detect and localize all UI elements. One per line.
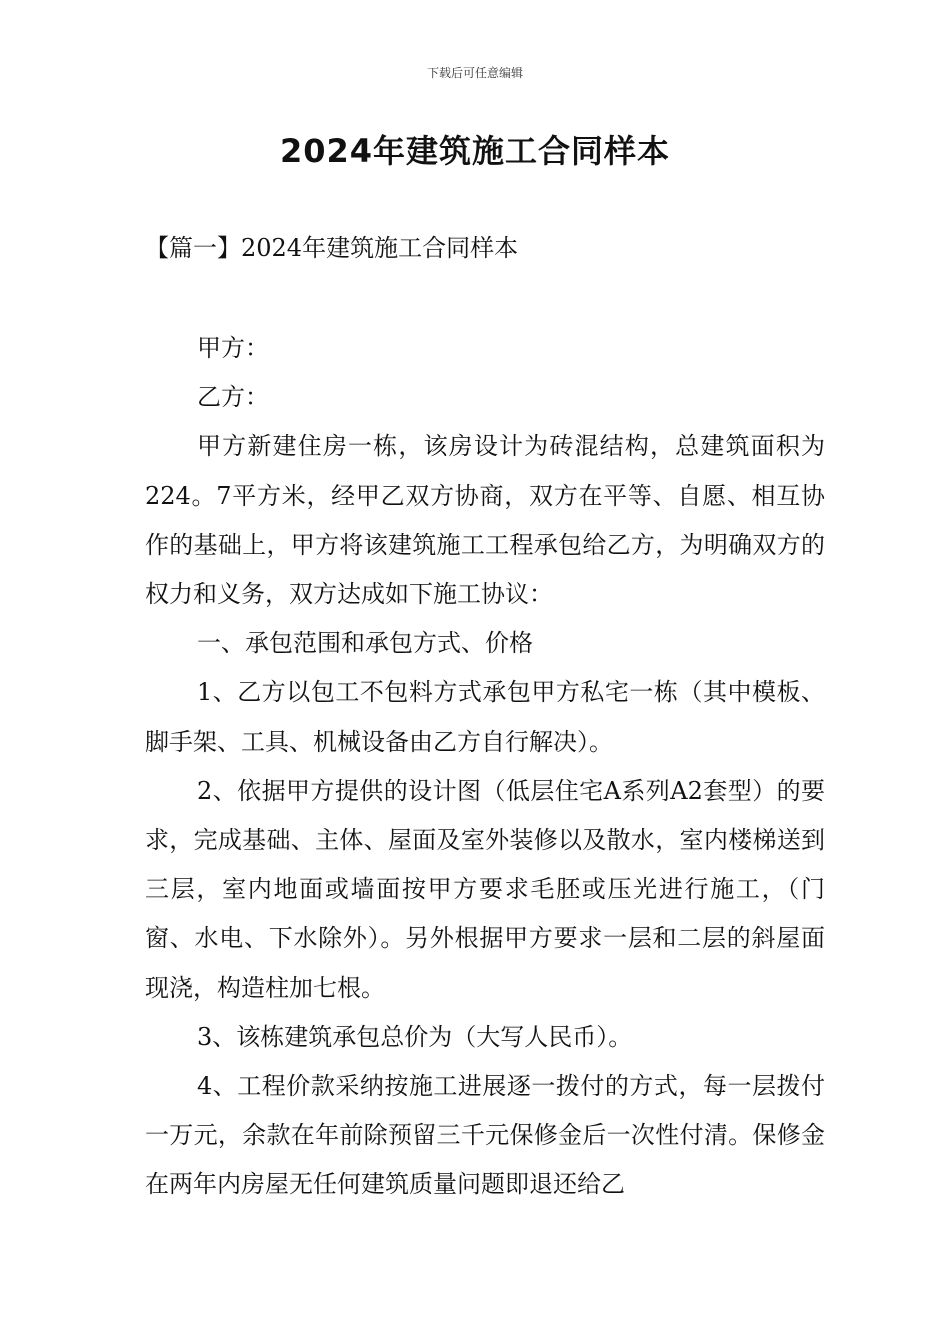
clause-item-3: 3、该栋建筑承包总价为（大写人民币）。 [197,1022,633,1051]
clause-item-2: 2、依据甲方提供的设计图（低层住宅A系列A2套型）的要求，完成基础、主体、屋面及室外装修以及散水，室内楼梯送到三层，室内地面或墙面按甲方要求毛胚或压光进行施工，（门窗、水电、下水除外）。另外根据甲方要求一层和二层的斜屋面现浇，构造柱加七根。 [145,776,825,1002]
document-title: 2024年建筑施工合同样本 [279,132,671,170]
clause-item-1: 1、乙方以包工不包料方式承包甲方私宅一栋（其中模板、脚手架、工具、机械设备由乙方自行解决）。 [145,678,825,756]
section-heading: 【篇一】2024年建筑施工合同样本 [145,234,519,262]
document-body [145,324,825,1210]
party-b-line: 乙方： [197,383,269,412]
clause-item-4: 4、工程价款采纳按施工进展逐一拨付的方式，每一层拨付一万元，余款在年前除预留三千元保修金后一次性付清。保修金在两年内房屋无任何建筑质量问题即退还给乙 [145,1072,825,1199]
intro-paragraph: 甲方新建住房一栋，该房设计为砖混结构，总建筑面积为224。7平方米，经甲乙双方协商，双方在平等、自愿、相互协作的基础上，甲方将该建筑施工工程承包给乙方，为明确双方的权力和义务，双方达成如下施工协议： [145,432,825,609]
party-a-line: 甲方： [197,334,269,362]
header-note: 下载后可任意编辑 [426,66,523,80]
clause-heading: 一、承包范围和承包方式、价格 [197,629,533,658]
